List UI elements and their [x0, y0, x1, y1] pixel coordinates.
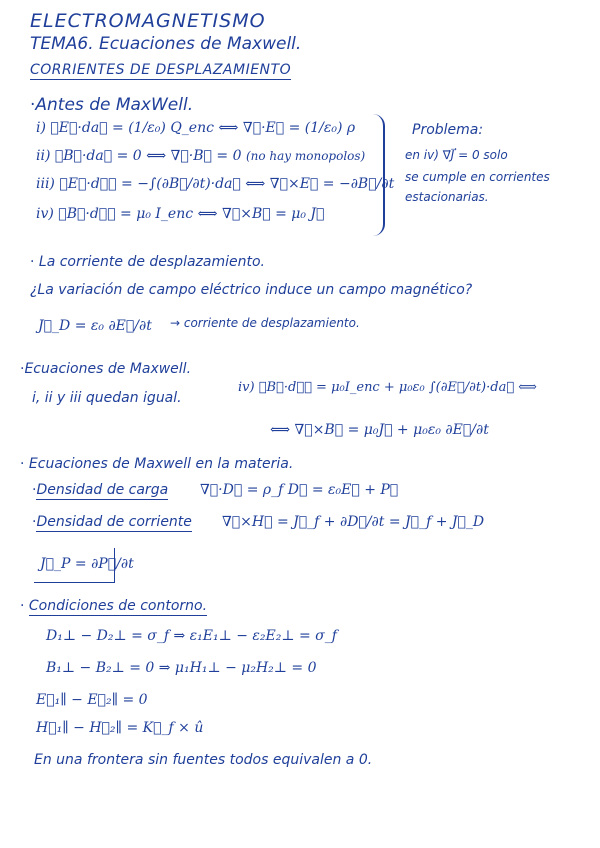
- charge-density-equation: ∇⃗·D⃗ = ρ_f D⃗ = ε₀E⃗ + P⃗: [200, 482, 399, 498]
- section-title: CORRIENTES DE DESPLAZAMIENTO: [30, 62, 292, 78]
- maxwell-unchanged: i, ii y iii quedan igual.: [32, 390, 182, 406]
- boundary-d-normal: D₁⊥ − D₂⊥ = σ_f ⇒ ε₁E₁⊥ − ε₂E₂⊥ = σ_f: [46, 628, 337, 644]
- equation-gauss: i) ∮E⃗·da⃗ = (1/ε₀) Q_enc ⟺ ∇⃗·E⃗ = (1/ε₀) ρ: [36, 120, 356, 136]
- displacement-current-note: → corriente de desplazamiento.: [170, 316, 360, 330]
- page-title: ELECTROMAGNETISMO: [30, 10, 266, 32]
- curly-brace: [373, 114, 385, 236]
- boundary-b-normal: B₁⊥ − B₂⊥ = 0 ⇒ μ₁H₁⊥ − μ₂H₂⊥ = 0: [46, 660, 317, 676]
- topic-title: TEMA6. Ecuaciones de Maxwell.: [30, 34, 302, 54]
- polarization-current-equation: J⃗_P = ∂P⃗/∂t: [40, 556, 134, 572]
- boundary-conclusion: En una frontera sin fuentes todos equivalen a 0.: [34, 752, 373, 768]
- boundary-h-tangential: H⃗₁∥ − H⃗₂∥ = K⃗_f × û: [36, 720, 204, 736]
- induction-question: ¿La variación de campo eléctrico induce un campo magnético?: [30, 282, 473, 298]
- charge-density-label: Densidad de carga: [36, 482, 169, 498]
- problem-line-3: estacionarias.: [405, 190, 489, 204]
- problem-line-1: en iv) ∇⃗J⃗ = 0 solo: [405, 148, 508, 162]
- displacement-current-formula: J⃗_D = ε₀ ∂E⃗/∂t: [38, 318, 152, 334]
- charge-density-row: ·Densidad de carga: [32, 482, 169, 498]
- heading-contorno: · Condiciones de contorno.: [20, 598, 208, 614]
- maxwell-ampere-differential: ⟺ ∇⃗×B⃗ = μ₀J⃗ + μ₀ε₀ ∂E⃗/∂t: [270, 422, 489, 438]
- equation-ampere: iv) ∮B⃗·dℓ⃗ = μ₀ I_enc ⟺ ∇⃗×B⃗ = μ₀ J⃗: [36, 206, 325, 222]
- problem-line-2: se cumple en corrientes: [405, 170, 550, 184]
- heading-maxwell: ·Ecuaciones de Maxwell.: [20, 361, 192, 377]
- maxwell-ampere-integral: iv) ∮B⃗·dℓ⃗ = μ₀I_enc + μ₀ε₀ ∫(∂E⃗/∂t)·da⃗ ⟺: [238, 380, 537, 395]
- boundary-e-tangential: E⃗₁∥ − E⃗₂∥ = 0: [36, 692, 148, 708]
- heading-antes: ·Antes de MaxWell.: [30, 95, 194, 115]
- equation-faraday: iii) ∮E⃗·dℓ⃗ = −∫(∂B⃗/∂t)·da⃗ ⟺ ∇⃗×E⃗ = −∂B⃗/∂t: [36, 176, 395, 192]
- current-density-equation: ∇⃗×H⃗ = J⃗_f + ∂D⃗/∂t = J⃗_f + J⃗_D: [222, 514, 485, 530]
- problem-title: Problema:: [412, 122, 484, 138]
- equation-gauss-magnetism: ii) ∮B⃗·da⃗ = 0 ⟺ ∇⃗·B⃗ = 0 (no hay monopolos): [36, 148, 366, 164]
- monopole-note: (no hay monopolos): [245, 149, 366, 163]
- current-density-row: ·Densidad de corriente: [32, 514, 192, 530]
- heading-materia: · Ecuaciones de Maxwell en la materia.: [20, 456, 294, 472]
- current-density-label: Densidad de corriente: [36, 514, 192, 530]
- heading-corriente: · La corriente de desplazamiento.: [30, 254, 265, 270]
